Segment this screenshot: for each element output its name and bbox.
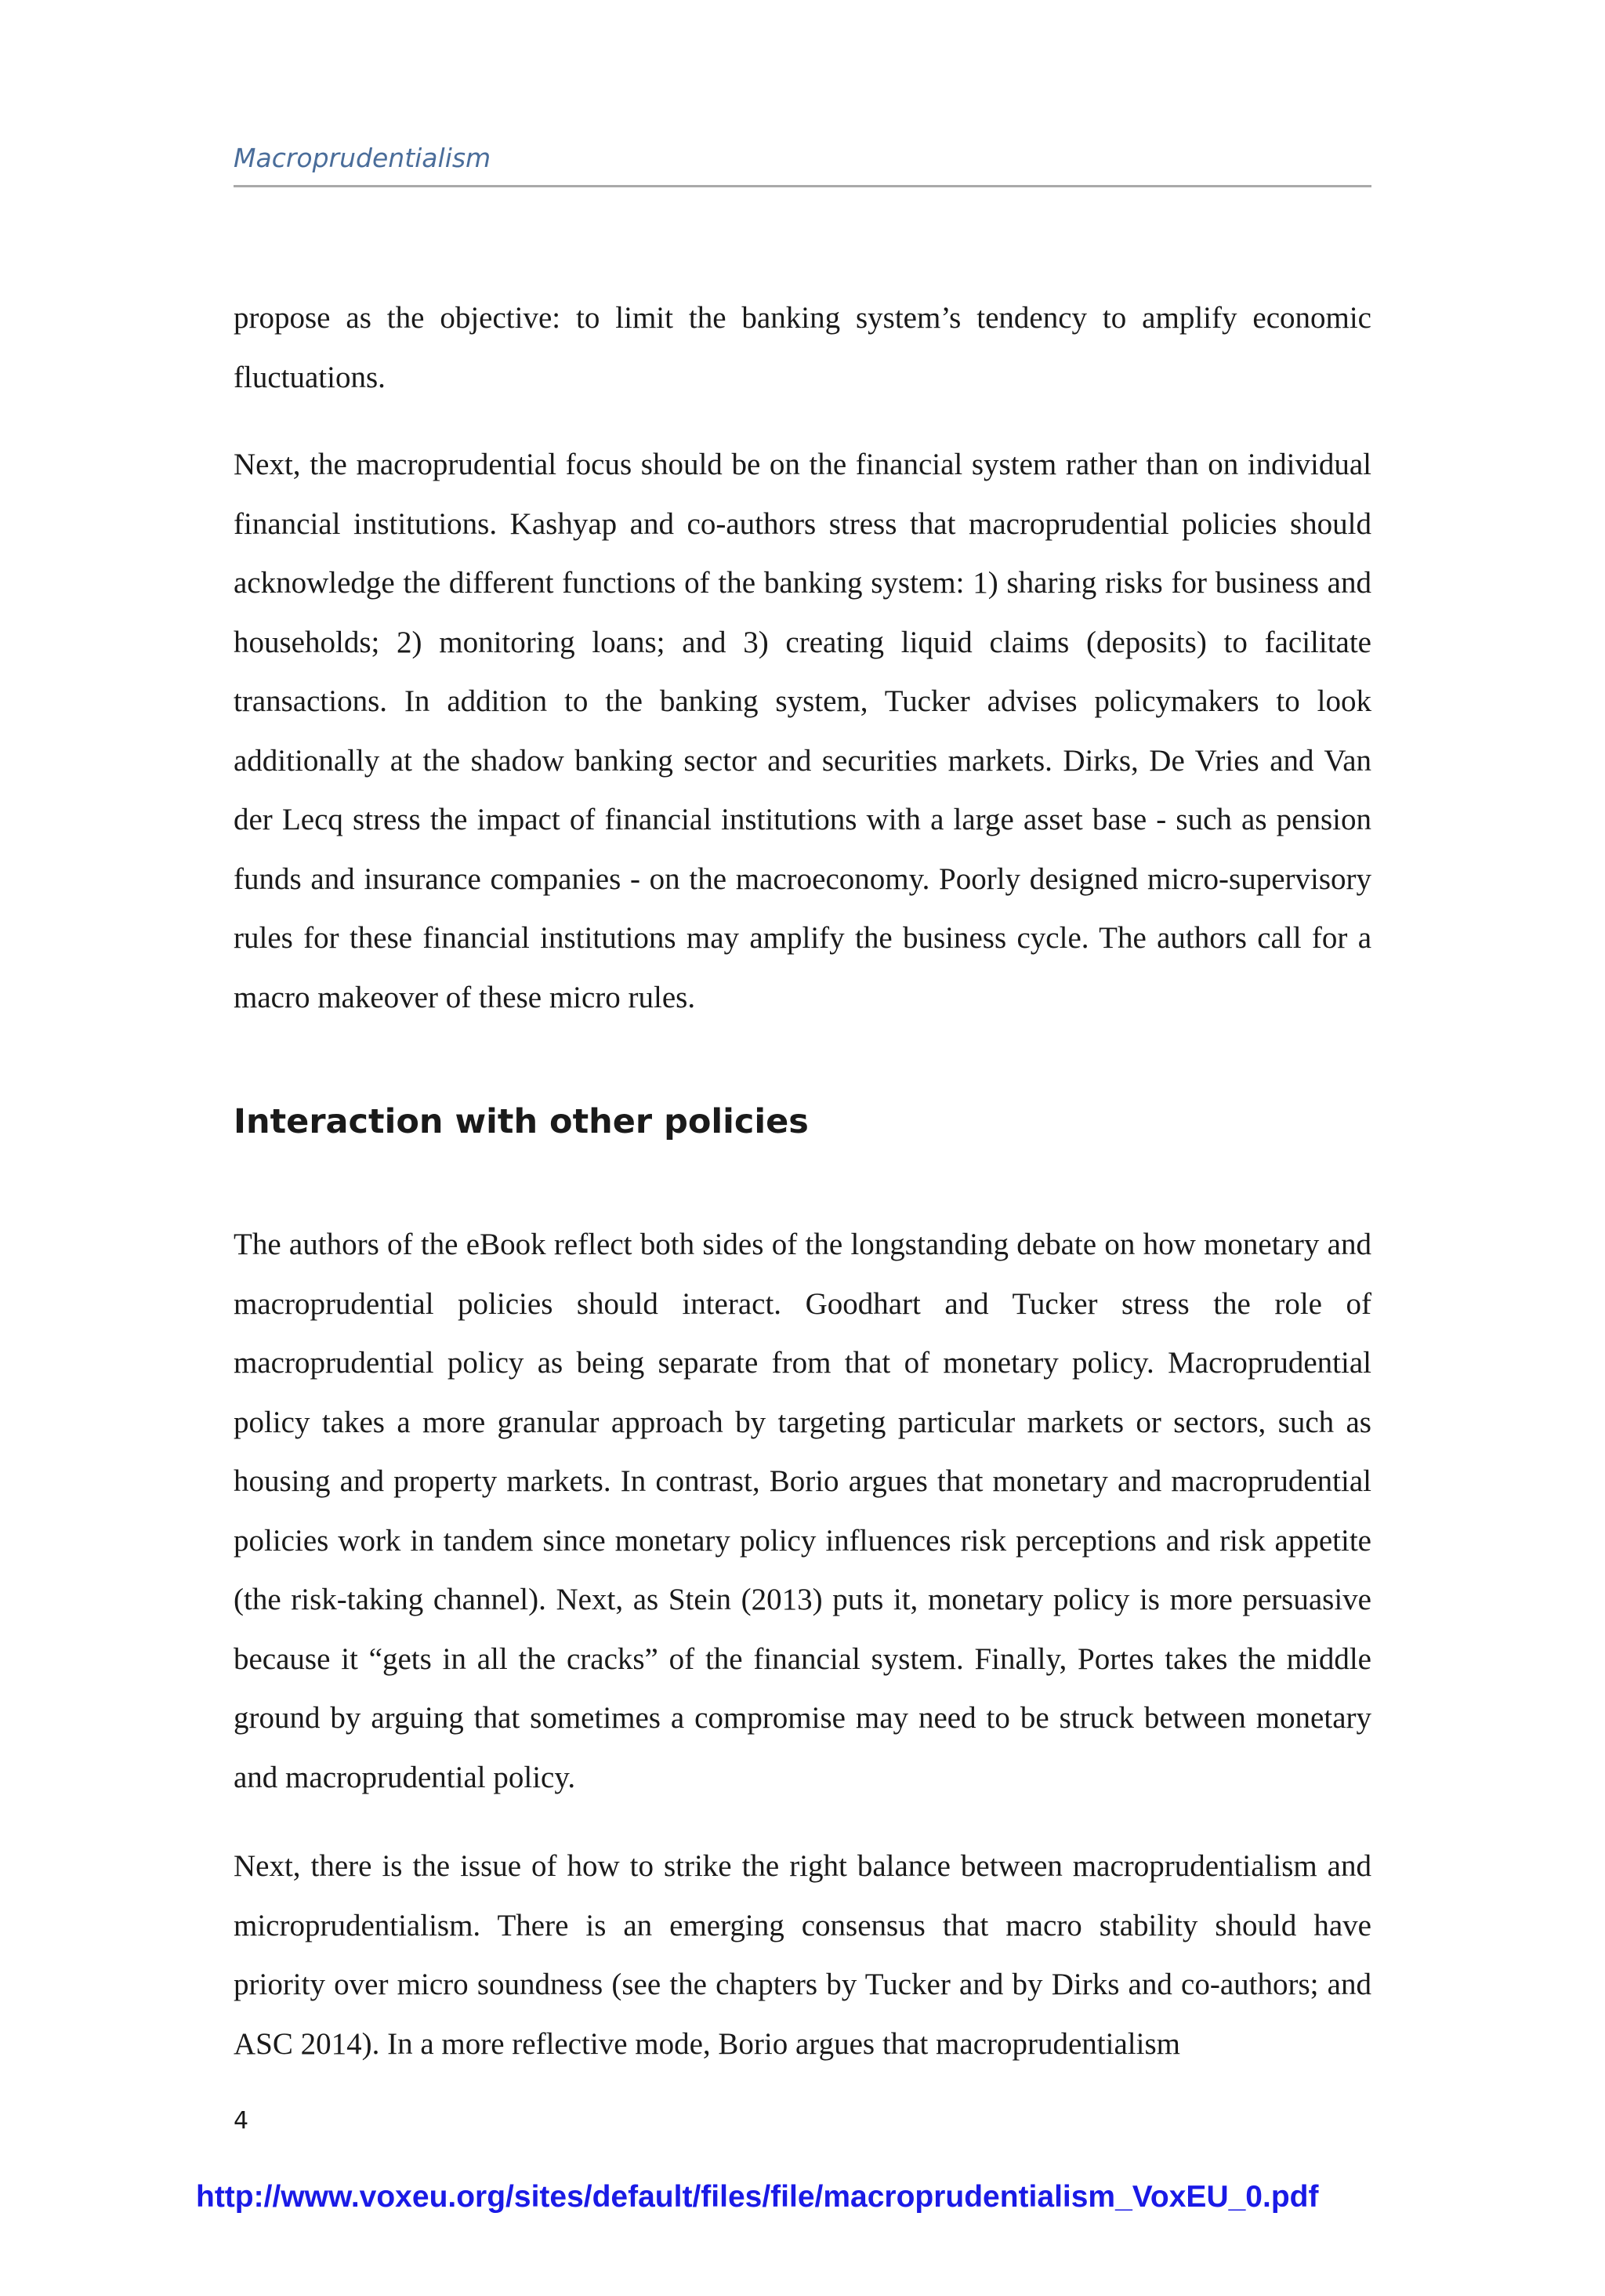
page-number: 4 — [234, 2107, 249, 2135]
paragraph-4: Next, there is the issue of how to strike the right balance between macroprudentialism and microprudentialism. There is an emerging consensus that macro stability should have priority over micro soundness (see the chapters by Tucker and by Dirks and co-authors; and ASC 2014). In a more reflective mode, Borio argues that macroprudentialism — [234, 1849, 1371, 2061]
paragraph-3: The authors of the eBook reflect both sides of the longstanding debate on how monetary and macroprudential policies should interact. Goodhart and Tucker stress the role of macroprudential policy as being separate from that of monetary policy. Macroprudential policy takes a more granular approach by targeting particular markets or sectors, such as housing and property markets. In contrast, Borio argues that monetary and macroprudential policies work in tandem since monetary policy influences risk perceptions and risk appetite (the risk-taking channel). Next, as Stein (2013) puts it, monetary policy is more persuasive because it “gets in all the cracks” of the financial system. Finally, Portes takes the middle ground by arguing that sometimes a compromise may need to be struck between monetary and macroprudential policy. — [234, 1228, 1371, 1794]
source-url-link[interactable]: http://www.voxeu.org/sites/default/files/file/macroprudentialism_VoxEU_0.pdf — [196, 2180, 1319, 2214]
paragraph-2: Next, the macroprudential focus should be on the financial system rather than on individual financial institutions. Kashyap and co-authors stress that macroprudential policies should acknowledge the different functions of the banking system: 1) sharing risks for business and households; 2) monitoring loans; and 3) creating liquid claims (deposits) to facilitate transactions. In addition to the banking system, Tucker advises policymakers to look additionally at the shadow banking sector and securities markets. Dirks, De Vries and Van der Lecq stress the impact of financial institutions with a large asset base - such as pension funds and insurance companies - on the macroeconomy. Poorly designed micro-supervisory rules for these financial institutions may amplify the business cycle. The authors call for a macro makeover of these micro rules. — [234, 448, 1371, 1014]
running-header-title: Macroprudentialism — [234, 143, 491, 173]
header-divider — [234, 185, 1371, 187]
section-heading: Interaction with other policies — [234, 1102, 809, 1141]
paragraph-1: propose as the objective: to limit the banking system’s tendency to amplify economic fluctuations. — [234, 301, 1371, 394]
